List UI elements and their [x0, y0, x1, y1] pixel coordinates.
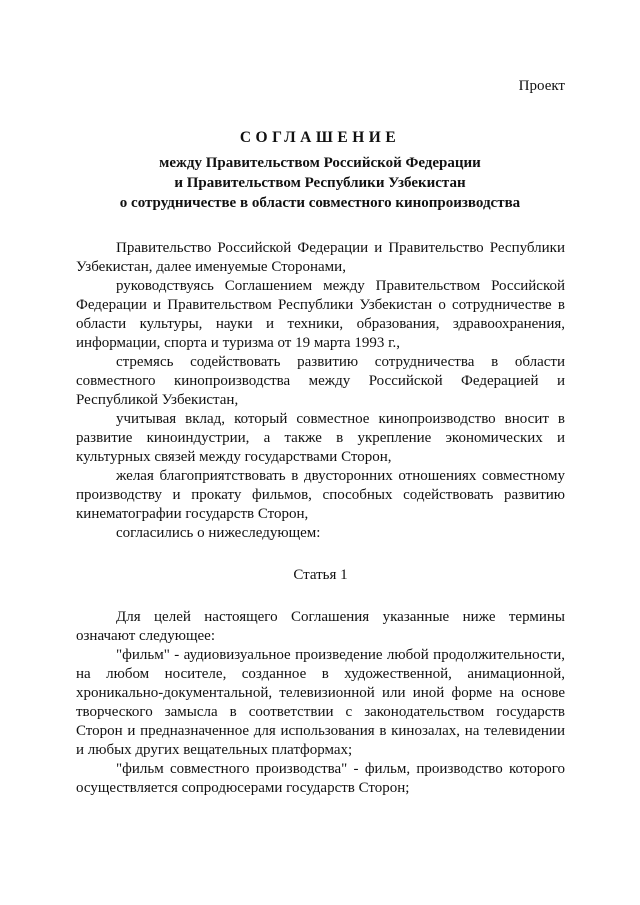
article-paragraph: Для целей настоящего Соглашения указанные ниже термины означают следующее:: [76, 609, 565, 644]
document-title-block: [0, 129, 640, 213]
article-1-heading: Статья 1: [293, 567, 348, 583]
preamble-paragraph: Правительство Российской Федерации и Правительство Республики Узбекистан, далее именуемые Сторонами,: [76, 240, 565, 275]
document-body: [76, 239, 565, 798]
article-paragraph: "фильм" - аудиовизуальное произведение любой продолжительности, на любом носителе, созданное в художественной, анимационной, хроникально-документальной, телевизионной или иной форме на основе творческого замысла в соответствии с законодательством государств Сторон и предназначенное для использования в кинозалах, на телевидении и любых других вещательных платформах;: [76, 647, 565, 758]
article-paragraph: "фильм совместного производства" - фильм, производство которого осуществляется сопродюсерами государств Сторон;: [76, 761, 565, 796]
document-title: СОГЛАШЕНИЕ: [239, 129, 401, 146]
preamble-paragraph: руководствуясь Соглашением между Правительством Российской Федерации и Правительством Республики Узбекистан о сотрудничестве в области культуры, науки и техники, образования, здравоохранения, информации, спорта и туризма от 19 марта 1993 г.,: [76, 278, 565, 351]
draft-label: Проект: [518, 78, 565, 94]
preamble-paragraph: согласились о нижеследующем:: [116, 525, 321, 541]
title-line-1: между Правительством Российской Федерации: [159, 155, 481, 171]
title-line-2: и Правительством Республики Узбекистан: [174, 175, 466, 191]
preamble-paragraph: желая благоприятствовать в двусторонних отношениях совместному производству и прокату фильмов, способных содействовать развитию кинематографии государств Сторон,: [76, 468, 565, 522]
title-line-3: о сотрудничестве в области совместного кинопроизводства: [119, 195, 521, 211]
preamble-paragraph: стремясь содействовать развитию сотрудничества в области совместного кинопроизводства между Российской Федерацией и Республикой Узбекистан,: [76, 354, 565, 408]
preamble-paragraph: учитывая вклад, который совместное кинопроизводство вносит в развитие киноиндустрии, а также в укрепление экономических и культурных связей между государствами Сторон,: [76, 411, 565, 465]
